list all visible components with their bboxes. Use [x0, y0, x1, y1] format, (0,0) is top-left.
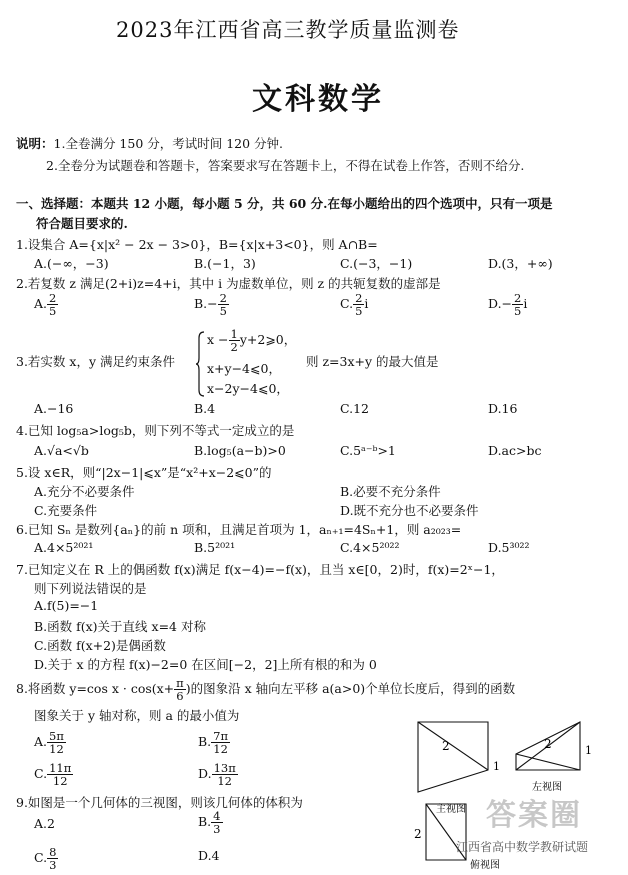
q3-option-d: D.16: [488, 401, 518, 416]
q8-a-num: 5π: [49, 729, 64, 743]
q1-option-d: D.(3，+∞): [488, 256, 553, 271]
q2-stem: 2.若复数 z 满足(2+i)z=4+i，其中 i 为虚数单位，则 z 的共轭复数的虚部是: [16, 276, 441, 291]
q2-d-label: D.−: [488, 296, 513, 312]
watermark-text: 江西省高中数学教研试题: [456, 840, 589, 854]
q2-option-b: [194, 292, 229, 317]
q9-c-den: 3: [49, 858, 57, 873]
q8-stem-b: )的图象沿 x 轴向左平移 a(a>0)个单位长度后，得到的函数: [185, 681, 516, 697]
q2-c-suffix: i: [364, 296, 369, 312]
q9-option-d: D.4: [198, 848, 220, 863]
q7-stem: 7.已知定义在 R 上的偶函数 f(x)满足 f(x−4)=−f(x)，且当 x∈[0，2)时，f(x)=2ˣ−1，: [16, 562, 504, 577]
q8-a-den: 12: [49, 742, 64, 757]
q4-option-d: D.ac>bc: [488, 443, 542, 458]
q8-c-label: C.: [34, 766, 48, 782]
q8-d-fraction: [212, 762, 238, 787]
section-heading-line-2: 符合题目要求的.: [36, 216, 128, 231]
q1-option-c: C.(−3，−1): [340, 256, 413, 271]
q6-option-b: B.5²⁰²¹: [194, 540, 236, 555]
q5-option-d: D.既不充分也不必要条件: [340, 503, 479, 518]
q7-option-a: A.f(5)=−1: [34, 598, 99, 613]
q8-stem-den: 6: [176, 689, 184, 704]
q9-option-b: [198, 810, 223, 835]
q8-b-fraction: [211, 730, 230, 755]
q5-option-a: A.充分不必要条件: [34, 484, 135, 499]
q8-stem-a: 8.将函数 y=cos x · cos(x+: [16, 681, 175, 697]
notes-line-2: 2.全卷分为试题卷和答题卡，答案要求写在答题卡上，不得在试卷上作答，否则不给分.: [46, 158, 525, 173]
q2-a-fraction: [47, 292, 58, 317]
q3-option-c: C.12: [340, 401, 369, 416]
q8-b-den: 12: [213, 742, 228, 757]
q3-c1-b: y+2⩾0，: [239, 332, 297, 348]
q1-option-b: B.(−1，3): [194, 256, 256, 271]
q2-option-c: [340, 292, 368, 317]
q3-constraint-1: [207, 328, 296, 353]
front-view-label-2: 2: [442, 739, 450, 753]
q2-c-den: 5: [355, 304, 363, 319]
q2-a-num: 2: [49, 291, 57, 305]
q4-option-a: A.√a<√b: [34, 443, 89, 458]
q5-stem: 5.设 x∈R，则“|2x−1|⩽x”是“x²+x−2⩽0”的: [16, 465, 272, 480]
q7-stem-2: 则下列说法错误的是: [34, 581, 147, 596]
q9-c-label: C.: [34, 850, 48, 866]
front-view-label-1: 1: [493, 760, 500, 773]
q2-a-den: 5: [49, 304, 57, 319]
q6-option-d: D.5³⁰²²: [488, 540, 530, 555]
q9-b-num: 4: [213, 809, 221, 823]
q3-constraint-2: x+y−4⩽0，: [207, 361, 281, 376]
q3-brace: [196, 330, 206, 398]
q4-option-c: C.5ᵃ⁻ᵇ>1: [340, 443, 396, 458]
q3-stem: 3.若实数 x，y 满足约束条件: [16, 354, 175, 369]
q8-stem: [16, 677, 515, 702]
q8-stem-2: 图象关于 y 轴对称，则 a 的最小值为: [34, 708, 240, 723]
q3-c1-num: 1: [230, 327, 238, 341]
q2-d-suffix: i: [523, 296, 528, 312]
q9-b-fraction: [211, 810, 222, 835]
q2-b-fraction: [218, 292, 229, 317]
side-view-label-2: 2: [544, 737, 552, 751]
front-view-caption: 主视图: [436, 804, 466, 815]
q8-b-num: 7π: [213, 729, 229, 743]
q3-c1-a: x −: [207, 332, 229, 348]
q3-option-b: B.4: [194, 401, 216, 416]
q2-c-num: 2: [355, 291, 363, 305]
q2-d-den: 5: [514, 304, 522, 319]
q6-option-a: A.4×5²⁰²¹: [34, 540, 94, 555]
side-view-label-1: 1: [585, 744, 592, 757]
q2-b-den: 5: [219, 304, 227, 319]
front-view: [418, 722, 488, 792]
notes-label: 说明：: [16, 136, 54, 151]
q9-option-a: A.2: [34, 816, 55, 831]
q2-b-label: B.−: [194, 296, 218, 312]
q9-option-c: [34, 846, 58, 871]
q2-d-fraction: [512, 292, 523, 317]
q2-a-label: A.: [34, 296, 48, 312]
q3-option-a: A.−16: [34, 401, 74, 416]
q2-b-num: 2: [219, 291, 227, 305]
q3-c1-den: 2: [230, 340, 238, 355]
q8-option-b: [198, 730, 230, 755]
exam-title: 2023年江西省高三教学质量监测卷: [116, 18, 460, 42]
q8-option-a: [34, 730, 66, 755]
notes-text-1: 1.全卷满分 150 分，考试时间 120 分钟.: [53, 136, 284, 151]
q4-option-b: B.log₅(a−b)>0: [194, 443, 286, 458]
q6-stem: 6.已知 Sₙ 是数列{aₙ}的前 n 项和，且满足首项为 1，aₙ₊₁=4Sₙ+1，则 a₂₀₂₃=: [16, 522, 462, 537]
section-heading-line-1: 一、选择题：本题共 12 小题，每小题 5 分，共 60 分.在每小题给出的四个选项中，只有一项是: [16, 196, 553, 211]
q4-stem: 4.已知 log₅a>log₅b，则下列不等式一定成立的是: [16, 423, 295, 438]
q7-option-c: C.函数 f(x+2)是偶函数: [34, 638, 166, 653]
q8-a-fraction: [47, 730, 66, 755]
q9-stem: 9.如图是一个几何体的三视图，则该几何体的体积为: [16, 795, 303, 810]
q2-d-num: 2: [514, 291, 522, 305]
q2-option-a: [34, 292, 58, 317]
top-view-caption: 俯视图: [470, 860, 500, 871]
q8-option-c: [34, 762, 73, 787]
side-view-caption: 左视图: [532, 782, 562, 793]
q8-stem-num: π: [176, 676, 184, 690]
q9-c-num: 8: [49, 845, 57, 859]
q8-c-num: 11π: [49, 761, 72, 775]
subject-title: 文科数学: [252, 82, 384, 117]
q8-b-label: B.: [198, 734, 212, 750]
q3-tail: 则 z=3x+y 的最大值是: [306, 354, 439, 369]
q8-c-fraction: [47, 762, 73, 787]
q6-option-c: C.4×5²⁰²²: [340, 540, 400, 555]
q7-option-b: B.函数 f(x)关于直线 x=4 对称: [34, 619, 206, 634]
q8-d-num: 13π: [213, 761, 236, 775]
q8-d-den: 12: [217, 774, 232, 789]
q2-c-fraction: [353, 292, 364, 317]
q8-c-den: 12: [52, 774, 68, 789]
q9-c-fraction: [47, 846, 58, 871]
q9-b-label: B.: [198, 814, 212, 830]
q2-c-label: C.: [340, 296, 354, 312]
q8-a-label: A.: [34, 734, 48, 750]
q5-option-b: B.必要不充分条件: [340, 484, 441, 499]
notes-line-1: [16, 134, 283, 152]
q1-option-a: A.(−∞，−3): [34, 256, 109, 271]
q3-constraint-3: x−2y−4⩽0，: [207, 381, 289, 396]
q8-d-label: D.: [198, 766, 212, 782]
top-view-label-2: 2: [414, 827, 422, 841]
q7-option-d: D.关于 x 的方程 f(x)−2=0 在区间[−2，2]上所有根的和为 0: [34, 657, 377, 672]
q8-stem-fraction: [174, 677, 186, 702]
q3-c1-fraction: [229, 328, 240, 353]
q9-b-den: 3: [213, 822, 221, 837]
q5-option-c: C.充要条件: [34, 503, 98, 518]
q8-option-d: [198, 762, 238, 787]
q1-stem: 1.设集合 A={x|x² − 2x − 3>0}，B={x|x+3<0}，则 A∩B=: [16, 237, 378, 252]
watermark-stamp: 答案圈: [486, 798, 582, 833]
q2-option-d: [488, 292, 527, 317]
